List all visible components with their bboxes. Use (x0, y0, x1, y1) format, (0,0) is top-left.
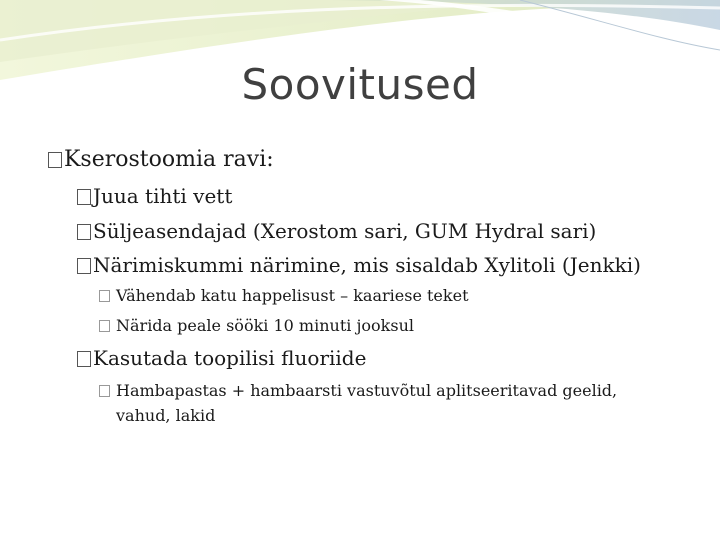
sub-bullet-item (99, 381, 617, 400)
bullet-text: Hambapastas + hambaarsti vastuvõtul aplitseeritavad geelid, (116, 381, 618, 400)
bullet-text: Närida peale sööki 10 minuti jooksul (116, 316, 414, 335)
bullet-text: Süljeasendajad (Xerostom sari, GUM Hydral sari) (93, 219, 597, 243)
bullet-icon (77, 224, 91, 240)
bullet-icon (99, 290, 110, 302)
bullet-text: Närimiskummi närimine, mis sisaldab Xylitoli (Jenkki) (93, 253, 641, 277)
bullet-item (77, 219, 596, 243)
bullet-icon (48, 152, 62, 168)
bullet-text: Juua tihti vett (93, 184, 233, 208)
bullet-item (77, 346, 366, 370)
bullet-icon (77, 189, 91, 205)
bullet-text-continuation: vahud, lakid (116, 406, 216, 425)
bullet-icon (77, 351, 91, 367)
bullet-icon (99, 385, 110, 397)
bullet-text: Vähendab katu happelisust – kaariese teket (116, 286, 469, 305)
sub-bullet-item (99, 286, 469, 305)
bullet-item (48, 147, 274, 172)
bullet-icon (99, 320, 110, 332)
bullet-text: Kasutada toopilisi fluoriide (93, 346, 367, 370)
page-title: Soovitused (241, 60, 479, 109)
bullet-icon (77, 258, 91, 274)
bullet-text: Kserostoomia ravi: (64, 147, 274, 172)
bullet-item (77, 253, 641, 277)
bullet-item (77, 184, 232, 208)
sub-bullet-item (99, 316, 414, 335)
